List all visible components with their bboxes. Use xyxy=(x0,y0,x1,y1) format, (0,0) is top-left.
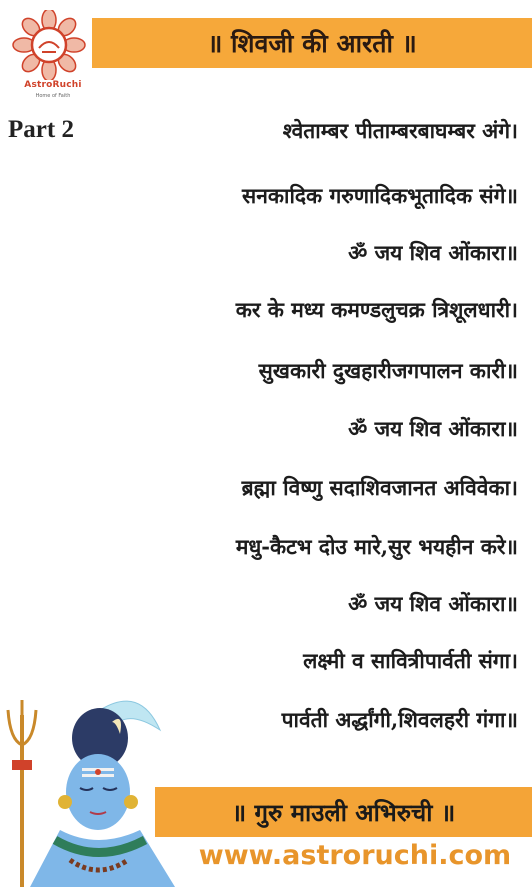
verse-line-7: ब्रह्मा विष्णु सदाशिवजानत अविवेका। xyxy=(241,475,518,500)
verse-line-4: कर के मध्य कमण्डलुचक्र त्रिशूलधारी। xyxy=(235,297,518,322)
verse-line-8: मधु-कैटभ दोउ मारे,सुर भयहीन करे॥ xyxy=(235,534,518,559)
verse-line-10: लक्ष्मी व सावित्रीपार्वती संगा। xyxy=(303,648,518,673)
verse-line-5: सुखकारी दुखहारीजगपालन कारी॥ xyxy=(258,358,518,383)
verse-line-11: पार्वती अर्द्धांगी,शिवलहरी गंगा॥ xyxy=(281,707,518,732)
footer-band xyxy=(155,787,532,837)
verse-line-1: श्वेताम्बर पीताम्बरबाघम्बर अंगे। xyxy=(282,118,518,143)
verse-line-9: ॐ जय शिव ओंकारा॥ xyxy=(348,591,518,616)
page-title: ॥ शिवजी की आरती ॥ xyxy=(207,29,417,58)
footer-title: ॥ गुरु माउली अभिरुची ॥ xyxy=(231,797,456,827)
verse-line-3: ॐ जय शिव ओंकारा॥ xyxy=(348,240,518,265)
header-band xyxy=(92,18,532,68)
website-link[interactable]: www.astroruchi.com xyxy=(198,840,512,871)
brand-logo xyxy=(12,10,86,100)
logo-tagline: Home of Faith xyxy=(35,93,71,99)
logo-brand-text: AstroRuchi xyxy=(24,80,82,90)
verse-line-6: ॐ जय शिव ओंकारा॥ xyxy=(348,416,518,441)
part-label: Part 2 xyxy=(8,116,74,143)
verse-line-2: सनकादिक गरुणादिकभूतादिक संगे॥ xyxy=(242,183,518,208)
lotus-logo-icon xyxy=(12,10,86,80)
